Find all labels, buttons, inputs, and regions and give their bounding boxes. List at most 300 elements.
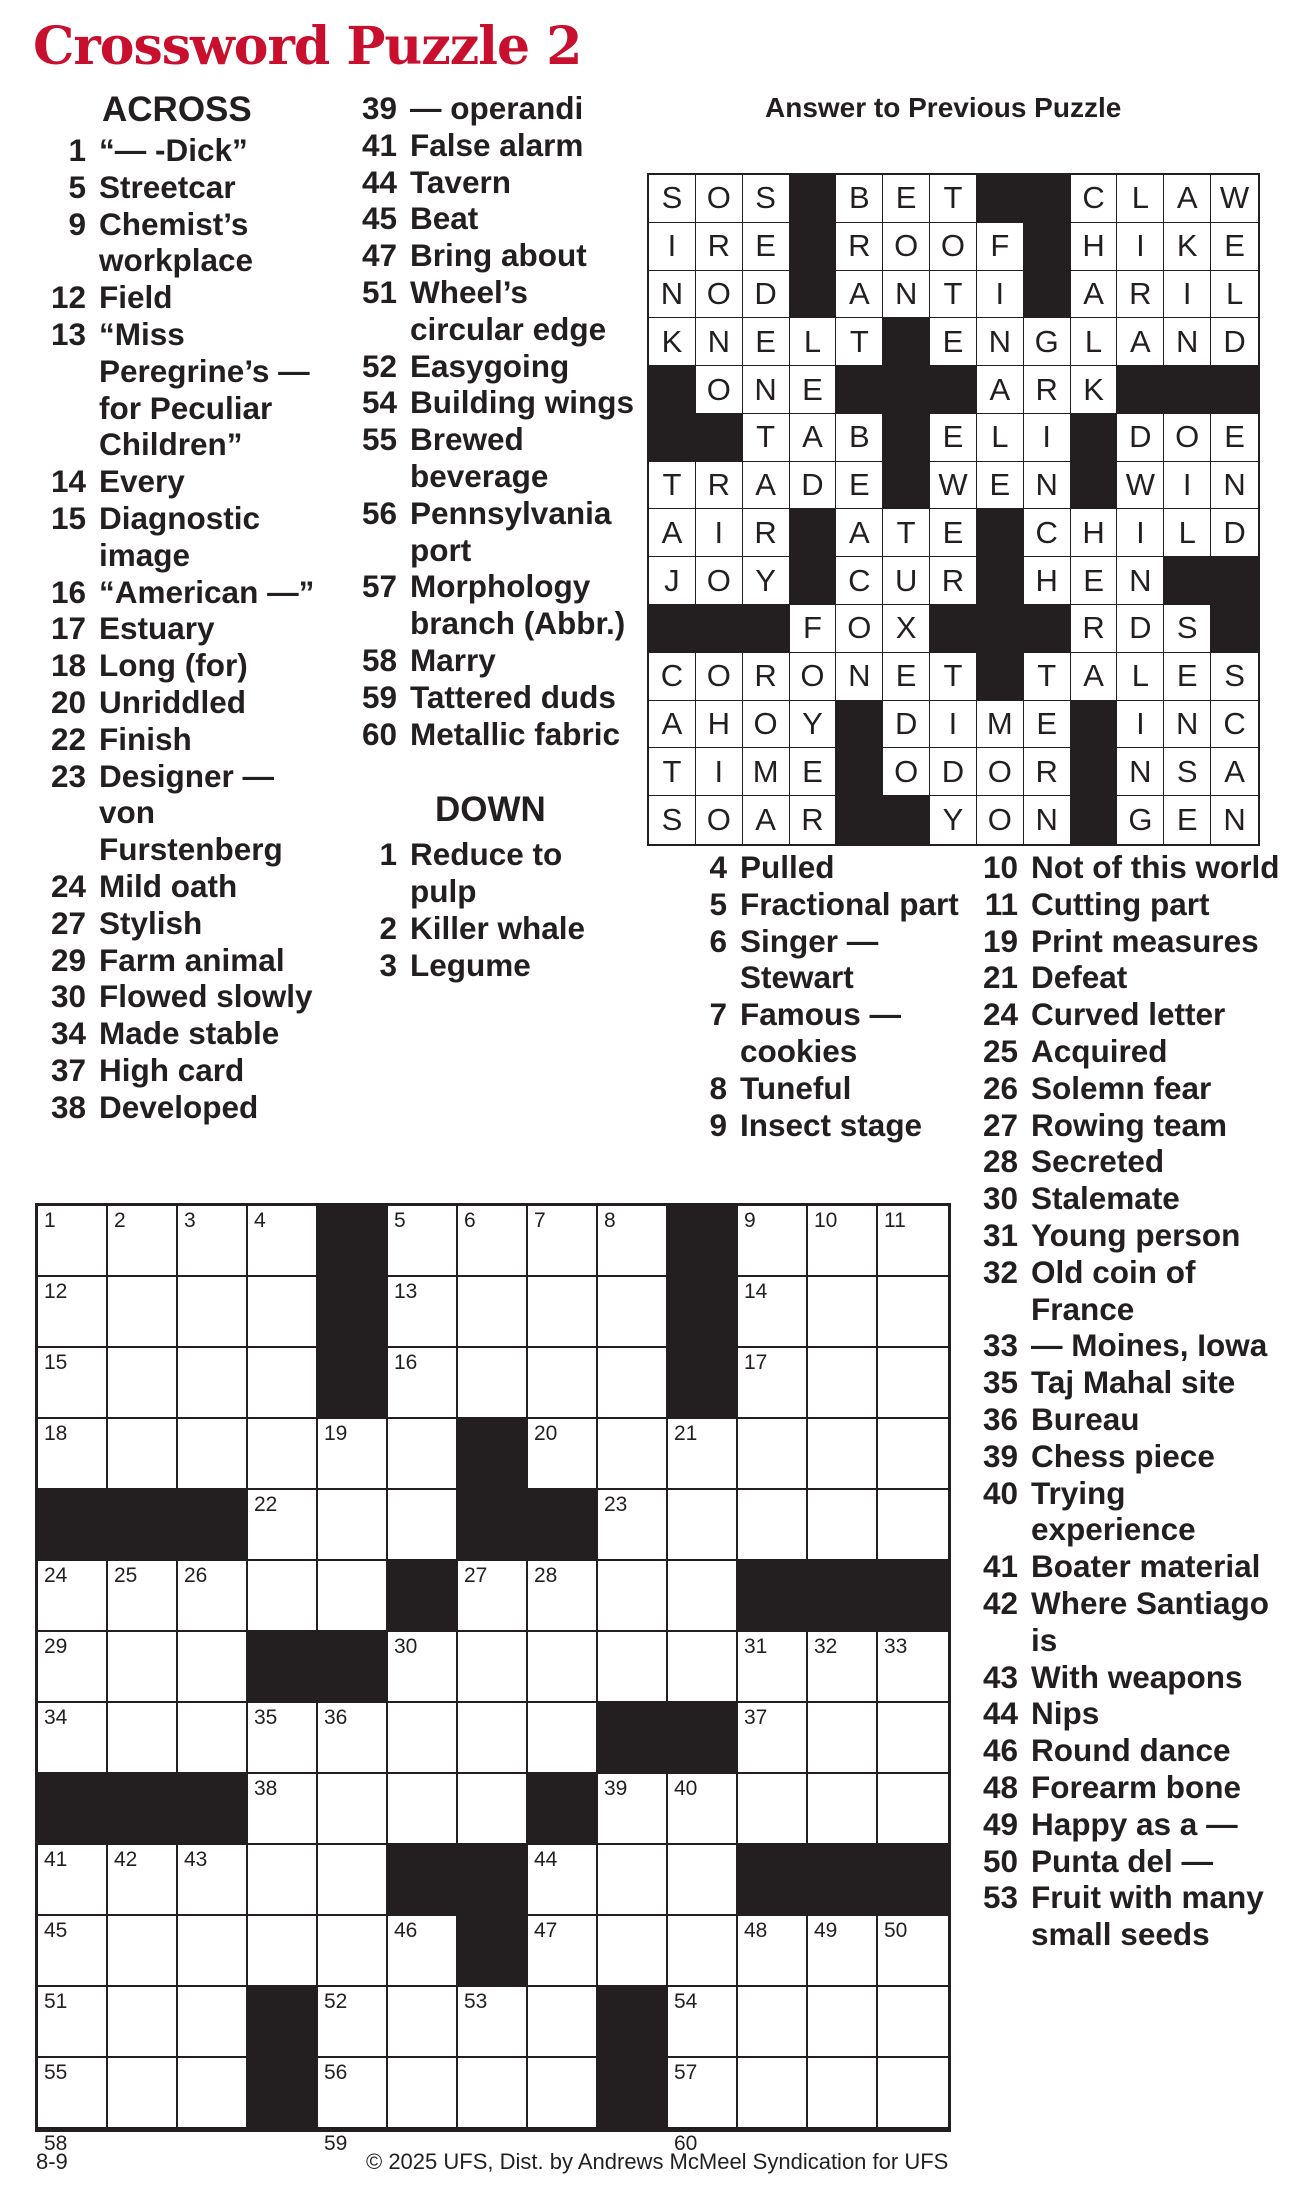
clue-text: “— -Dick” — [99, 132, 248, 168]
answer-black-cell — [883, 462, 930, 510]
grid-cell[interactable] — [668, 1916, 738, 1987]
clue-number: 1 — [379, 836, 397, 873]
grid-cell[interactable] — [108, 1632, 178, 1703]
answer-letter-cell: A — [836, 509, 883, 557]
grid-cell[interactable] — [528, 1561, 598, 1632]
grid-cell[interactable] — [388, 1348, 458, 1419]
down-clue-19 — [968, 923, 1283, 960]
grid-cell-number: 28 — [534, 1564, 558, 1587]
answer-letter-cell: O — [696, 366, 743, 414]
clue-number: 42 — [982, 1584, 1018, 1621]
across-clue-22 — [36, 721, 336, 758]
answer-black-cell — [836, 366, 883, 414]
clue-number: 27 — [982, 1106, 1018, 1143]
grid-cell[interactable] — [878, 2058, 948, 2129]
across-clue-59 — [347, 679, 637, 716]
grid-cell[interactable] — [808, 1774, 878, 1845]
answer-letter-cell: O — [836, 605, 883, 653]
grid-black-cell — [178, 1490, 248, 1561]
grid-cell[interactable] — [178, 1348, 248, 1419]
clue-text: Punta del — — [1031, 1842, 1214, 1879]
grid-cell-number: 30 — [394, 1635, 418, 1658]
grid-black-cell — [668, 1206, 738, 1277]
answer-letter-cell: A — [790, 414, 837, 462]
answer-letter-cell: S — [1164, 605, 1211, 653]
answer-letter-cell: G — [1117, 796, 1164, 844]
grid-cell[interactable] — [528, 1845, 598, 1916]
grid-cell[interactable] — [738, 1277, 808, 1348]
grid-cell[interactable] — [38, 1987, 108, 2058]
down-clue-39 — [968, 1438, 1283, 1475]
grid-cell[interactable] — [878, 1419, 948, 1490]
grid-cell[interactable] — [598, 1348, 668, 1419]
grid-cell[interactable] — [318, 1703, 388, 1774]
grid-cell[interactable] — [38, 1703, 108, 1774]
grid-cell[interactable] — [178, 1206, 248, 1277]
answer-black-cell — [649, 366, 696, 414]
grid-cell[interactable] — [178, 1703, 248, 1774]
grid-cell[interactable] — [388, 2058, 458, 2129]
grid-cell[interactable] — [458, 1277, 528, 1348]
answer-black-cell — [649, 414, 696, 462]
grid-cell[interactable] — [458, 1206, 528, 1277]
grid-cell[interactable] — [458, 1703, 528, 1774]
answer-black-cell — [649, 605, 696, 653]
answer-letter-cell: E — [883, 175, 930, 223]
grid-cell[interactable] — [598, 1277, 668, 1348]
grid-cell[interactable] — [458, 1561, 528, 1632]
grid-cell-number: 34 — [44, 1706, 68, 1729]
grid-cell-number: 3 — [184, 1209, 196, 1232]
answer-letter-cell: E — [743, 318, 790, 366]
grid-cell[interactable] — [528, 1703, 598, 1774]
grid-cell[interactable] — [878, 1632, 948, 1703]
clue-text: “American —” — [99, 573, 315, 610]
grid-black-cell — [528, 1774, 598, 1845]
across-clue-55 — [347, 421, 637, 495]
grid-cell[interactable] — [38, 1419, 108, 1490]
grid-cell[interactable] — [808, 1703, 878, 1774]
grid-cell[interactable] — [388, 1774, 458, 1845]
answer-black-cell — [1071, 748, 1118, 796]
grid-cell[interactable] — [808, 1916, 878, 1987]
across-clue-30 — [36, 978, 336, 1015]
grid-cell[interactable] — [598, 1845, 668, 1916]
clue-number: 53 — [982, 1879, 1018, 1916]
grid-cell[interactable] — [738, 1632, 808, 1703]
answer-black-cell — [1024, 175, 1071, 223]
grid-cell[interactable] — [248, 1490, 318, 1561]
clue-number: 18 — [50, 647, 86, 684]
grid-cell-number: 51 — [44, 1990, 68, 2013]
grid-cell[interactable] — [808, 1490, 878, 1561]
grid-cell[interactable] — [808, 1987, 878, 2058]
across-column-1 — [36, 90, 336, 1126]
answer-letter-cell: W — [930, 462, 977, 510]
down-clue-28 — [968, 1143, 1283, 1180]
grid-cell[interactable] — [178, 1277, 248, 1348]
clue-number: 39 — [361, 90, 397, 126]
grid-cell-number: 7 — [534, 1209, 546, 1232]
answer-black-cell — [790, 223, 837, 271]
clue-text: Cutting part — [1031, 885, 1210, 922]
answer-letter-cell: F — [790, 605, 837, 653]
grid-black-cell — [458, 1419, 528, 1490]
answer-black-cell — [1071, 701, 1118, 749]
grid-cell[interactable] — [668, 2058, 738, 2129]
answer-letter-cell: I — [649, 223, 696, 271]
grid-cell[interactable] — [178, 1987, 248, 2058]
grid-cell[interactable] — [108, 1206, 178, 1277]
answer-letter-cell: E — [1071, 557, 1118, 605]
answer-black-cell — [1071, 462, 1118, 510]
grid-cell[interactable] — [388, 1916, 458, 1987]
grid-cell[interactable] — [878, 1206, 948, 1277]
grid-cell[interactable] — [668, 1490, 738, 1561]
grid-black-cell — [528, 1490, 598, 1561]
answer-letter-cell: O — [930, 223, 977, 271]
answer-letter-cell: S — [649, 796, 696, 844]
across-clue-56 — [347, 495, 637, 569]
grid-cell[interactable] — [528, 1916, 598, 1987]
grid-cell[interactable] — [738, 1703, 808, 1774]
clue-text: Fruit with many small seeds — [1031, 1879, 1264, 1953]
clue-number: 57 — [361, 568, 397, 605]
clue-text: Designer — von Furstenberg — [99, 757, 283, 868]
clue-number: 60 — [361, 715, 397, 752]
down-clue-5 — [677, 886, 977, 923]
answer-letter-cell: M — [977, 701, 1024, 749]
grid-cell[interactable] — [878, 1916, 948, 1987]
answer-letter-cell: G — [1024, 318, 1071, 366]
answer-letter-cell: D — [1117, 414, 1164, 462]
grid-cell-number: 27 — [464, 1564, 488, 1587]
clue-text: Fractional part — [740, 885, 959, 922]
answer-letter-cell: N — [1211, 462, 1258, 510]
grid-cell[interactable] — [668, 1561, 738, 1632]
answer-letter-cell: I — [1164, 271, 1211, 319]
clue-text: Trying experience — [1031, 1474, 1196, 1548]
grid-cell[interactable] — [178, 1916, 248, 1987]
answer-letter-cell: R — [930, 557, 977, 605]
grid-cell[interactable] — [388, 1987, 458, 2058]
answer-letter-cell: R — [836, 223, 883, 271]
answer-letter-cell: E — [1164, 653, 1211, 701]
grid-cell[interactable] — [38, 1206, 108, 1277]
grid-cell[interactable] — [388, 1490, 458, 1561]
down-header: DOWN — [435, 790, 546, 830]
grid-cell[interactable] — [458, 1774, 528, 1845]
clue-text: Round dance — [1031, 1732, 1231, 1769]
grid-cell[interactable] — [388, 1277, 458, 1348]
answer-letter-cell: E — [790, 748, 837, 796]
grid-cell[interactable] — [248, 1703, 318, 1774]
down-clue-8 — [677, 1070, 977, 1107]
grid-cell[interactable] — [878, 1348, 948, 1419]
grid-cell[interactable] — [388, 1632, 458, 1703]
clue-number: 24 — [982, 996, 1018, 1033]
grid-cell[interactable] — [528, 1987, 598, 2058]
across-clue-29 — [36, 942, 336, 979]
grid-cell-number: 11 — [884, 1209, 906, 1232]
grid-cell[interactable] — [458, 1987, 528, 2058]
grid-cell[interactable] — [178, 1561, 248, 1632]
grid-cell[interactable] — [458, 1632, 528, 1703]
grid-cell[interactable] — [108, 1419, 178, 1490]
grid-cell[interactable] — [528, 1419, 598, 1490]
grid-cell[interactable] — [318, 1916, 388, 1987]
grid-cell-number: 21 — [674, 1422, 698, 1445]
grid-black-cell — [458, 1845, 528, 1916]
across-clue-17 — [36, 610, 336, 647]
answer-letter-cell: I — [1024, 414, 1071, 462]
grid-cell[interactable] — [668, 1774, 738, 1845]
clue-number: 36 — [982, 1400, 1018, 1437]
grid-cell-number: 8 — [604, 1209, 616, 1232]
grid-cell[interactable] — [878, 1987, 948, 2058]
grid-cell[interactable] — [738, 1206, 808, 1277]
grid-cell[interactable] — [668, 1987, 738, 2058]
answer-black-cell — [1164, 557, 1211, 605]
grid-cell[interactable] — [388, 1419, 458, 1490]
grid-cell-number: 9 — [744, 1209, 756, 1232]
clue-text: Solemn fear — [1031, 1069, 1212, 1106]
answer-letter-cell: L — [790, 318, 837, 366]
grid-cell[interactable] — [808, 1348, 878, 1419]
grid-black-cell — [808, 1561, 878, 1632]
answer-letter-cell: C — [1071, 175, 1118, 223]
across-clue-38 — [36, 1089, 336, 1126]
grid-cell[interactable] — [388, 1703, 458, 1774]
grid-cell[interactable] — [108, 1845, 178, 1916]
grid-cell[interactable] — [808, 1419, 878, 1490]
grid-cell[interactable] — [248, 1419, 318, 1490]
clue-text: Where Santiago is — [1031, 1584, 1270, 1658]
grid-cell-number: 38 — [254, 1777, 278, 1800]
grid-cell[interactable] — [668, 1845, 738, 1916]
answer-letter-cell: N — [1223, 802, 1246, 838]
across-clue-16 — [36, 574, 336, 611]
grid-cell[interactable] — [738, 1774, 808, 1845]
clue-number: 51 — [361, 273, 397, 310]
clue-text: Easygoing — [410, 347, 570, 384]
answer-letter-cell: S — [649, 175, 696, 223]
grid-cell[interactable] — [598, 1632, 668, 1703]
grid-cell[interactable] — [388, 1206, 458, 1277]
grid-cell[interactable] — [738, 2058, 808, 2129]
grid-cell[interactable] — [38, 1916, 108, 1987]
clue-number: 56 — [361, 494, 397, 531]
clue-number: 12 — [50, 279, 86, 316]
clue-number: 34 — [50, 1015, 86, 1052]
grid-cell[interactable] — [38, 1561, 108, 1632]
answer-letter-cell: O — [696, 796, 743, 844]
grid-cell-number: 60 — [674, 2132, 698, 2155]
grid-cell[interactable] — [878, 1277, 948, 1348]
clue-text: Stylish — [99, 904, 203, 941]
clue-number: 26 — [982, 1069, 1018, 1106]
clue-text: Chemist’s workplace — [99, 205, 254, 279]
answer-letter-cell: I — [1117, 701, 1164, 749]
clue-text: Morphology branch (Abbr.) — [410, 568, 626, 642]
grid-cell[interactable] — [878, 1490, 948, 1561]
clue-number: 21 — [982, 959, 1018, 996]
grid-cell[interactable] — [528, 1206, 598, 1277]
grid-cell[interactable] — [108, 1348, 178, 1419]
grid-cell-number: 55 — [44, 2061, 68, 2084]
answer-letter-cell: E — [1024, 701, 1071, 749]
answer-letter-cell: I — [696, 748, 743, 796]
grid-black-cell — [738, 1845, 808, 1916]
grid-cell[interactable] — [878, 1703, 948, 1774]
grid-black-cell — [38, 1490, 108, 1561]
grid-cell[interactable] — [108, 1277, 178, 1348]
grid-cell[interactable] — [808, 1206, 878, 1277]
grid-cell[interactable] — [738, 1987, 808, 2058]
grid-cell[interactable] — [458, 2058, 528, 2129]
grid-cell[interactable] — [38, 2058, 108, 2129]
grid-cell[interactable] — [108, 1916, 178, 1987]
answer-letter-cell: N — [1024, 796, 1071, 844]
across-clue-44 — [347, 164, 637, 201]
grid-cell[interactable] — [738, 1348, 808, 1419]
grid-cell[interactable] — [878, 1774, 948, 1845]
answer-black-cell — [790, 175, 837, 223]
grid-cell[interactable] — [38, 1845, 108, 1916]
grid-cell[interactable] — [668, 1632, 738, 1703]
down-clue-24 — [968, 996, 1283, 1033]
clue-number: 48 — [982, 1768, 1018, 1805]
grid-cell[interactable] — [108, 1561, 178, 1632]
grid-cell-number: 40 — [674, 1777, 698, 1800]
grid-cell-number: 5 — [394, 1209, 406, 1232]
answer-black-cell — [696, 605, 743, 653]
clue-text: Finish — [99, 720, 192, 757]
answer-letter-cell: B — [836, 175, 883, 223]
clue-number: 37 — [50, 1051, 86, 1088]
grid-cell[interactable] — [318, 2058, 388, 2129]
grid-cell[interactable] — [598, 1206, 668, 1277]
down-clue-32 — [968, 1254, 1283, 1328]
answer-letter-cell: T — [883, 509, 930, 557]
grid-cell[interactable] — [598, 1774, 668, 1845]
clue-number: 28 — [982, 1143, 1018, 1180]
answer-letter-cell: L — [1164, 509, 1211, 557]
grid-cell-number: 25 — [114, 1564, 138, 1587]
grid-cell[interactable] — [178, 1845, 248, 1916]
copyright-line: © 2025 UFS, Dist. by Andrews McMeel Syndication for UFS — [366, 2149, 949, 2174]
answer-letter-cell: Y — [790, 701, 837, 749]
grid-cell[interactable] — [598, 1916, 668, 1987]
clue-text: Reduce to pulp — [410, 836, 563, 910]
grid-cell[interactable] — [108, 2058, 178, 2129]
clue-text: Chess piece — [1031, 1437, 1215, 1474]
grid-cell[interactable] — [318, 1774, 388, 1845]
grid-cell[interactable] — [738, 1419, 808, 1490]
grid-cell[interactable] — [528, 1348, 598, 1419]
grid-cell[interactable] — [458, 1348, 528, 1419]
grid-cell[interactable] — [248, 1277, 318, 1348]
grid-cell-number: 35 — [254, 1706, 278, 1729]
grid-cell[interactable] — [738, 1490, 808, 1561]
clue-number: 39 — [982, 1437, 1018, 1474]
grid-cell[interactable] — [808, 1277, 878, 1348]
grid-cell[interactable] — [38, 1348, 108, 1419]
grid-cell[interactable] — [38, 1632, 108, 1703]
answer-letter-cell: N — [1117, 557, 1164, 605]
answer-letter-cell: L — [1211, 271, 1258, 319]
grid-black-cell — [318, 1277, 388, 1348]
grid-cell-number: 24 — [44, 1564, 68, 1587]
grid-cell[interactable] — [178, 2058, 248, 2129]
grid-black-cell — [598, 1703, 668, 1774]
clue-text: Tattered duds — [410, 678, 616, 715]
grid-black-cell — [878, 1845, 948, 1916]
grid-cell[interactable] — [248, 1845, 318, 1916]
grid-cell[interactable] — [178, 1419, 248, 1490]
grid-black-cell — [248, 2058, 318, 2129]
down-column-2 — [968, 849, 1283, 1953]
grid-cell[interactable] — [528, 2058, 598, 2129]
grid-cell-number: 22 — [254, 1493, 278, 1516]
across-header: ACROSS — [102, 90, 252, 129]
grid-cell-number: 32 — [814, 1635, 838, 1658]
answer-letter-cell: T — [930, 271, 977, 319]
across-clue-52 — [347, 348, 637, 385]
grid-cell[interactable] — [528, 1632, 598, 1703]
grid-black-cell — [598, 1987, 668, 2058]
grid-cell[interactable] — [248, 1916, 318, 1987]
grid-cell[interactable] — [738, 1916, 808, 1987]
grid-cell[interactable] — [248, 1561, 318, 1632]
grid-cell[interactable] — [108, 1987, 178, 2058]
grid-cell[interactable] — [38, 1277, 108, 1348]
clue-text: Secreted — [1031, 1143, 1165, 1180]
answer-letter-cell: R — [696, 223, 743, 271]
grid-cell[interactable] — [808, 1632, 878, 1703]
answer-letter-cell: A — [1211, 748, 1258, 796]
answer-letter-cell: T — [649, 462, 696, 510]
grid-cell[interactable] — [528, 1277, 598, 1348]
clue-number: 2 — [379, 909, 397, 946]
grid-cell[interactable] — [598, 1490, 668, 1561]
grid-cell[interactable] — [668, 1419, 738, 1490]
answer-letter-cell: E — [836, 462, 883, 510]
clue-text: Young person — [1031, 1216, 1241, 1253]
grid-cell[interactable] — [248, 1348, 318, 1419]
grid-cell[interactable] — [248, 1206, 318, 1277]
grid-cell[interactable] — [318, 1419, 388, 1490]
grid-cell[interactable] — [318, 1845, 388, 1916]
clue-number: 41 — [982, 1548, 1018, 1585]
grid-cell[interactable] — [178, 1632, 248, 1703]
grid-cell[interactable] — [248, 1774, 318, 1845]
grid-cell[interactable] — [808, 2058, 878, 2129]
clue-text: — operandi — [410, 90, 584, 126]
grid-cell-number: 39 — [604, 1777, 628, 1800]
grid-cell[interactable] — [108, 1703, 178, 1774]
down-clue-4 — [677, 849, 977, 886]
grid-cell[interactable] — [598, 1561, 668, 1632]
clue-number: 30 — [982, 1180, 1018, 1217]
grid-cell[interactable] — [318, 1561, 388, 1632]
grid-cell[interactable] — [318, 1490, 388, 1561]
answer-letter-cell: T — [836, 318, 883, 366]
answer-letter-cell: A — [649, 701, 696, 749]
grid-cell[interactable] — [318, 1987, 388, 2058]
grid-black-cell — [318, 1632, 388, 1703]
grid-cell[interactable] — [598, 1419, 668, 1490]
